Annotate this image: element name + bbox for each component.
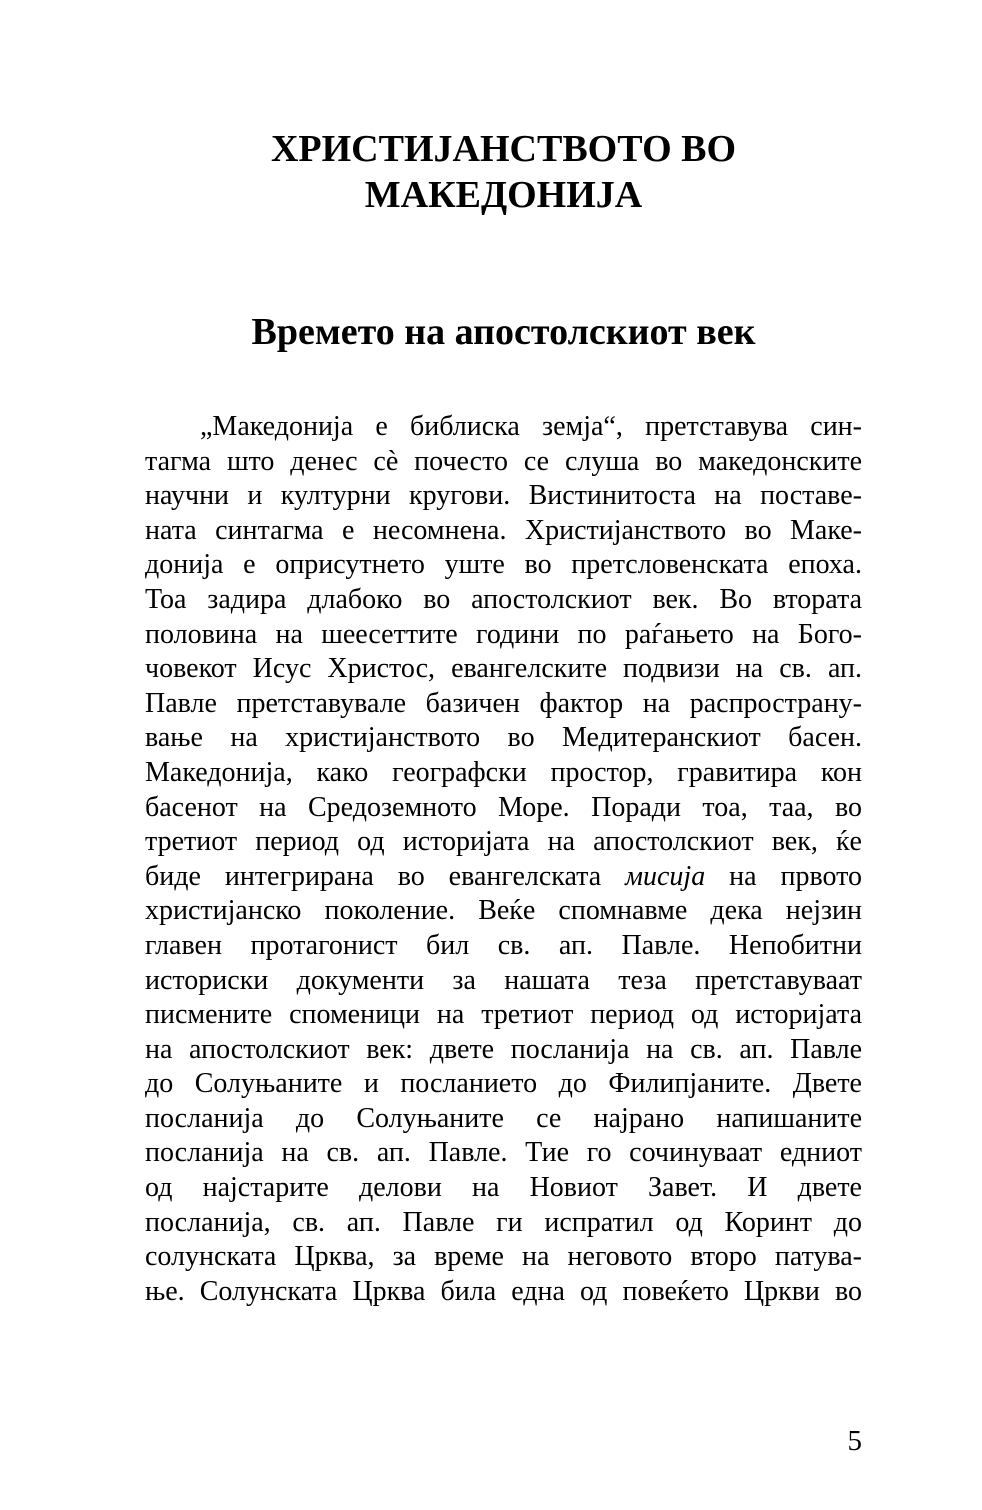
body-line <box>145 721 862 756</box>
page-number: 5 <box>847 1425 862 1457</box>
body-line-segment: писмените споменици на третиот период од историјата <box>145 999 862 1031</box>
body-line-segment: главен протагонист бил св. ап. Павле. Непобитни <box>145 929 862 961</box>
body-line <box>145 998 862 1033</box>
body-line <box>145 652 862 687</box>
body-line <box>145 618 862 653</box>
chapter-title <box>145 126 862 218</box>
body-line-segment: Павле претставувале базичен фактор на распространу- <box>145 687 862 719</box>
body-line-segment: од најстарите делови на Новиот Завет. И двете <box>145 1172 862 1204</box>
body-line <box>145 1275 862 1310</box>
body-line <box>145 687 862 722</box>
body-line <box>145 445 862 480</box>
body-line <box>145 791 862 826</box>
body-line-segment: историски документи за нашата теза претставуваат <box>145 964 862 996</box>
body-line <box>145 548 862 583</box>
body-line-segment: христијанско поколение. Веќе спомнавме дека нејзин <box>145 895 862 927</box>
body-line <box>145 756 862 791</box>
body-line <box>145 514 862 549</box>
body-line-segment: донија е оприсутнето уште во претсловенската епоха. <box>145 549 862 581</box>
body-line <box>145 860 862 895</box>
body-line <box>145 1136 862 1171</box>
body-line-segment: ната синтагма е несомнена. Христијанството во Маке- <box>145 514 862 546</box>
body-line-segment: до Солуњаните и посланието до Филипјаните. Двете <box>145 1068 862 1100</box>
body-line-segment: посланија до Солуњаните се најрано напишаните <box>145 1102 862 1134</box>
body-line-segment: вање на христијанството во Медитеранскиот басен. <box>145 722 862 754</box>
body-text <box>145 410 862 1309</box>
body-line <box>145 1067 862 1102</box>
chapter-title-line-2: МАКЕДОНИЈА <box>364 174 643 216</box>
body-line-segment: посланија, св. ап. Павле ги испратил од Коринт до <box>145 1206 862 1238</box>
body-line <box>145 964 862 999</box>
body-line <box>145 1240 862 1275</box>
body-line <box>145 1206 862 1241</box>
body-line-italic-segment: мисија <box>625 860 706 892</box>
body-line-segment: посланија на св. ап. Павле. Тие го сочинуваат едниот <box>145 1137 862 1169</box>
body-line-segment: половина на шеесеттите години по раѓањето на Бого- <box>145 618 862 650</box>
body-line <box>145 825 862 860</box>
body-line <box>145 1102 862 1137</box>
body-line-segment: научни и културни кругови. Вистинитоста на поставе- <box>145 480 862 512</box>
body-line-segment: третиот период од историјата на апостолскиот век, ќе <box>145 826 862 858</box>
body-line <box>145 1033 862 1068</box>
body-line-segment: Тоа задира длабоко во апостолскиот век. Во втората <box>145 583 862 615</box>
body-line-segment: тагма што денес сѐ почесто се слуша во македонските <box>145 445 862 477</box>
body-line <box>145 583 862 618</box>
body-line-segment: „Македонија е библиска земја“, претставува син- <box>200 411 862 442</box>
body-line <box>145 479 862 514</box>
body-line-segment: на првото <box>705 860 862 892</box>
body-line <box>145 894 862 929</box>
body-line-segment: Македонија, како географски простор, гравитира кон <box>145 756 862 788</box>
body-line-segment: биде интегрирана во евангелската <box>145 860 626 892</box>
chapter-title-line-1: ХРИСТИЈАНСТВОТО ВО <box>270 128 737 170</box>
body-line <box>145 410 862 445</box>
body-line-segment: ње. Солунската Црква била една од повеќето Цркви во <box>145 1275 862 1307</box>
body-line-segment: солунската Црква, за време на неговото второ патува- <box>145 1241 862 1273</box>
body-line-segment: човекот Исус Христос, евангелските подвизи на св. ап. <box>145 653 862 685</box>
body-line-segment: басенот на Средоземното Море. Поради тоа, таа, во <box>145 791 862 823</box>
body-line <box>145 1171 862 1206</box>
section-heading: Времето на апостолскиот век <box>251 311 756 353</box>
body-line-segment: на апостолскиот век: двете посланија на св. ап. Павле <box>145 1033 862 1065</box>
body-line <box>145 929 862 964</box>
